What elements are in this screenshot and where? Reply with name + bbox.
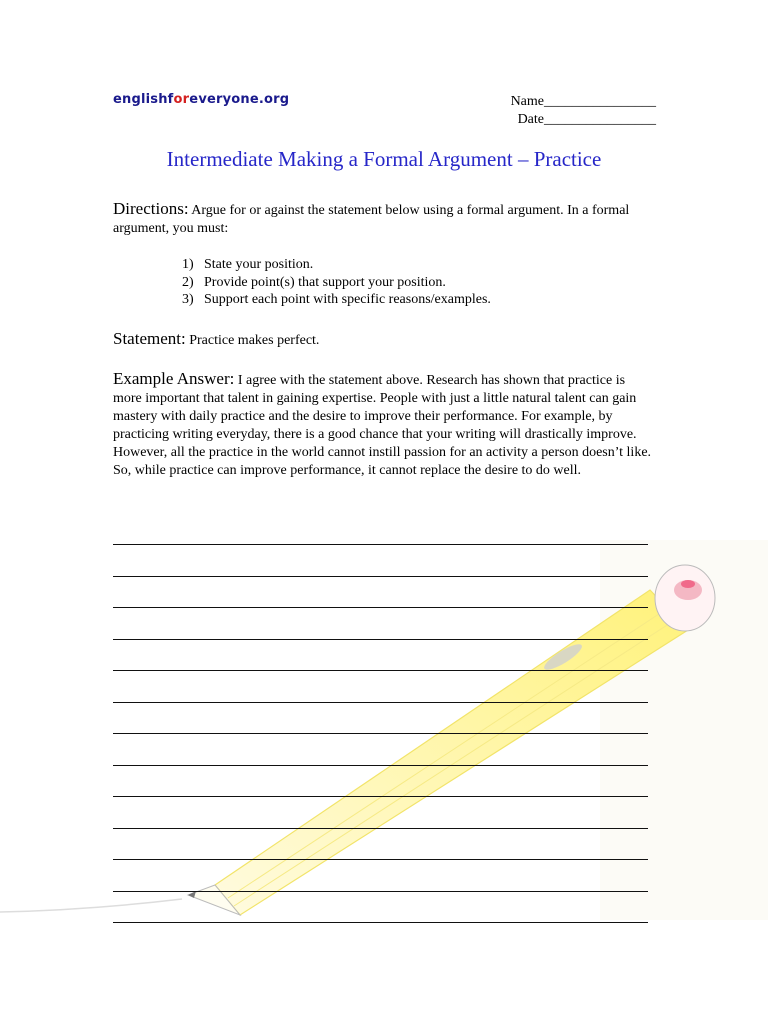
directions-heading: Directions:: [113, 199, 189, 218]
answer-line[interactable]: [113, 891, 648, 892]
page-title: Intermediate Making a Formal Argument – Practice: [166, 147, 602, 171]
answer-line[interactable]: [113, 765, 648, 766]
step-item: [182, 291, 491, 309]
answer-line[interactable]: [113, 922, 648, 923]
directions-text: Argue for or against the statement below using a formal argument. In a formal argument, you must:: [113, 203, 630, 236]
example-heading: Example Answer:: [113, 369, 235, 388]
answer-line[interactable]: [113, 859, 648, 860]
statement-section: [113, 330, 319, 350]
directions-steps: [182, 256, 491, 309]
step-text: State your position.: [204, 257, 314, 272]
name-date-block: [498, 93, 656, 129]
statement-heading: Statement:: [113, 329, 186, 348]
date-field[interactable]: Date________________: [517, 112, 656, 127]
example-text: I agree with the statement above. Research has shown that practice is more important that talent in gaining expertise. People with just a little natural talent can gain mastery with daily practice and the desire to improve their performance. For example, by practicing writing everyday, there is a good chance that your writing will drastically improve. However, all the practice in the world cannot instill passion for an activity a person doesn’t like. So, while practice can improve performance, it cannot replace the desire to do well.: [113, 373, 652, 478]
step-number: 3): [182, 292, 194, 307]
answer-line[interactable]: [113, 576, 648, 577]
step-text: Support each point with specific reasons/examples.: [204, 292, 491, 307]
directions-section: [113, 200, 653, 238]
pencil-eraser: [655, 565, 715, 631]
answer-line[interactable]: [113, 607, 648, 608]
logo-text-right: everyone.org: [189, 92, 290, 107]
logo-text-left: englishf: [113, 92, 174, 107]
site-logo: [113, 92, 289, 107]
answer-line[interactable]: [113, 733, 648, 734]
answer-line[interactable]: [113, 828, 648, 829]
example-answer-section: [113, 370, 653, 480]
answer-line[interactable]: [113, 702, 648, 703]
statement-text: Practice makes perfect.: [185, 333, 320, 348]
name-field[interactable]: Name________________: [510, 94, 656, 109]
logo-text-middle: or: [173, 92, 190, 107]
step-item: [182, 256, 491, 274]
step-text: Provide point(s) that support your position.: [204, 274, 446, 290]
answer-lines: [113, 544, 648, 954]
answer-line[interactable]: [113, 544, 648, 545]
answer-line[interactable]: [113, 670, 648, 671]
answer-line[interactable]: [113, 796, 648, 797]
answer-line[interactable]: [113, 639, 648, 640]
step-item: [182, 274, 491, 292]
step-number: 1): [182, 257, 194, 272]
step-number: 2): [182, 274, 194, 290]
